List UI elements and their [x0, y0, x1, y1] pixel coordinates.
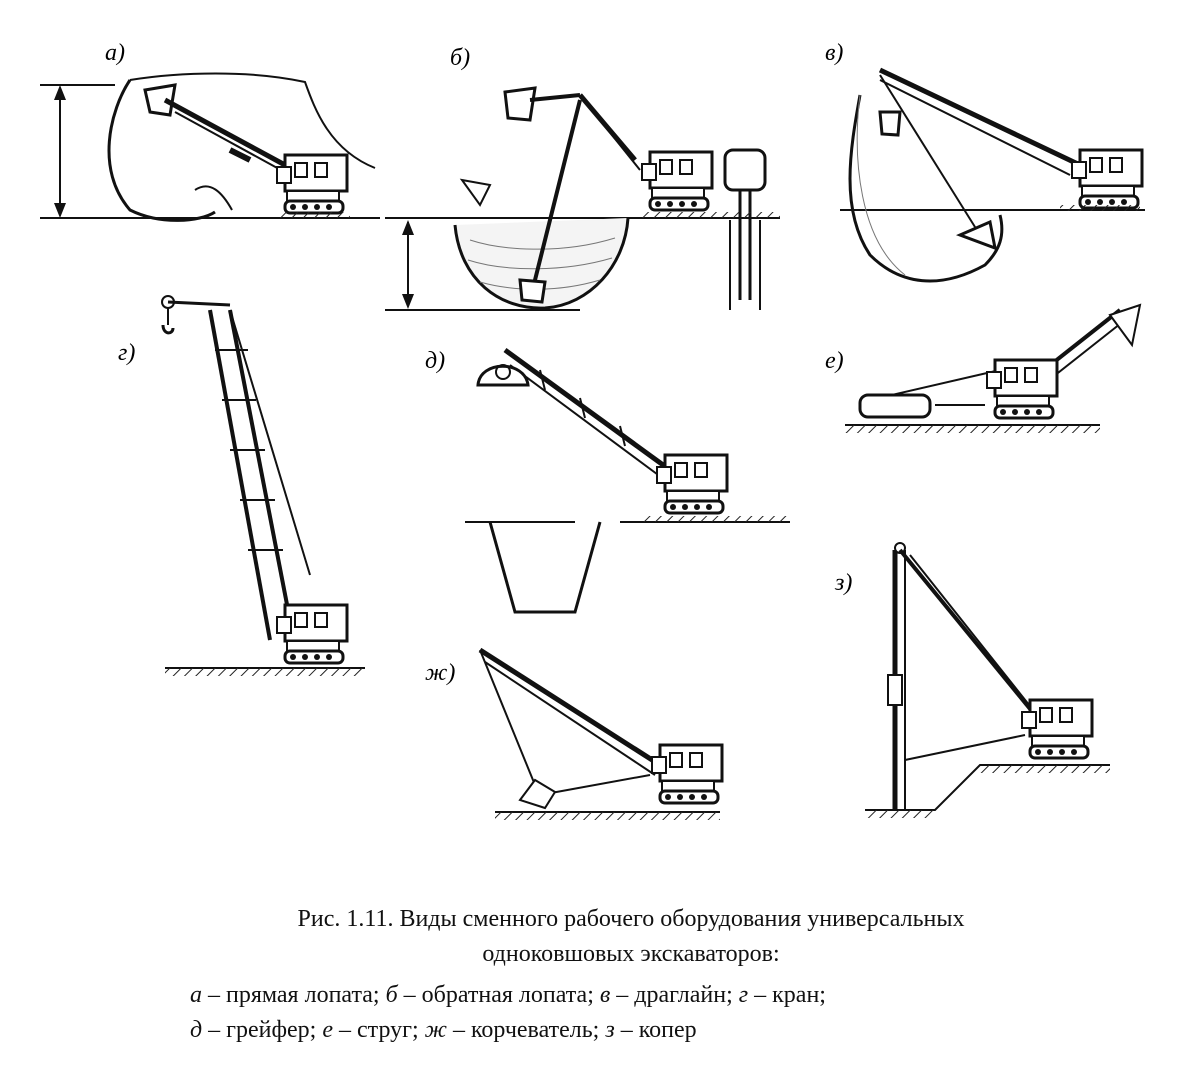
legend-text: – обратная лопата;: [397, 982, 600, 1008]
legend-text: – грейфер;: [202, 1017, 323, 1043]
panel-label-zh: ж): [425, 660, 456, 686]
legend-key: а: [190, 982, 202, 1008]
panel-label-v: в): [825, 40, 844, 66]
legend-text: – копер: [614, 1017, 697, 1043]
legend-text: – кран;: [748, 982, 826, 1008]
legend-text: – прямая лопата;: [202, 982, 386, 1008]
figure-caption-title: Рис. 1.11. Виды сменного рабочего оборудования универсальных: [297, 906, 965, 932]
panel-label-a: а): [105, 40, 125, 66]
legend-key: ж: [424, 1017, 447, 1043]
panel-a-front-shovel: [40, 74, 380, 221]
legend-text: – драглайн;: [610, 982, 739, 1008]
panel-e-scraper: [845, 305, 1140, 433]
legend-key: б: [385, 982, 398, 1008]
panel-z-pile-driver: [865, 543, 1110, 818]
figure-caption-subtitle: одноковшовых экскаваторов:: [482, 941, 780, 967]
panel-label-d: д): [425, 348, 446, 374]
panel-label-b: б): [450, 45, 471, 71]
legend-key: д: [190, 1017, 203, 1043]
legend-key: з: [605, 1017, 615, 1043]
panel-label-e: е): [825, 348, 844, 374]
legend-line-1: [190, 982, 1182, 1009]
legend-line-2: [190, 1017, 1182, 1044]
panel-d-grab: [465, 350, 790, 612]
panel-b-backhoe: [385, 88, 780, 310]
legend-key: в: [599, 982, 611, 1008]
panel-label-g: г): [118, 340, 136, 366]
panel-g-crane: [162, 296, 365, 676]
panel-v-dragline: [840, 70, 1145, 281]
panel-label-z: з): [835, 570, 853, 596]
legend-text: – струг;: [333, 1017, 425, 1043]
legend-key: г: [738, 982, 749, 1008]
legend-text: – корчеватель;: [446, 1017, 606, 1043]
panel-zh-rooter: [480, 650, 722, 820]
legend-key: е: [322, 1017, 334, 1043]
